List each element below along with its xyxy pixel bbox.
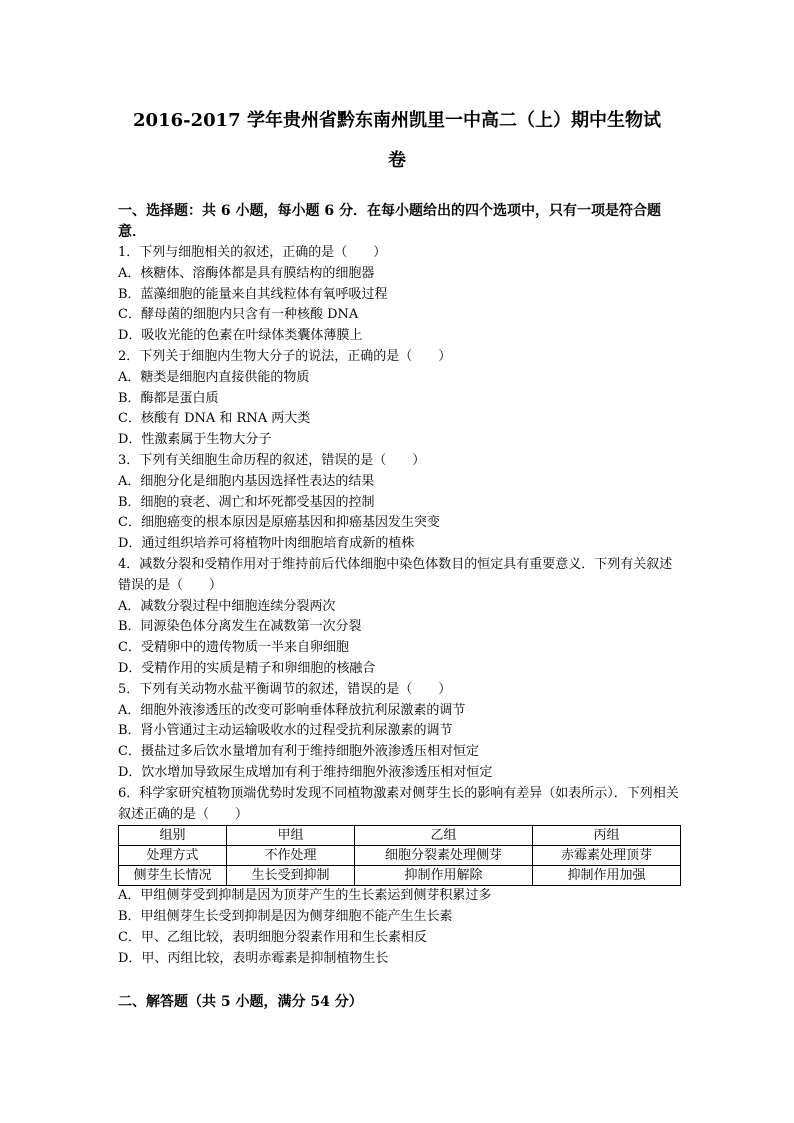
option-c: C．酵母菌的细胞内只含有一种核酸 DNA: [118, 307, 359, 323]
option-d: D．饮水增加导致尿生成增加有利于维持细胞外液渗透压相对恒定: [118, 764, 493, 780]
question-stem: 6．科学家研究植物顶端优势时发现不同植物激素对侧芽生长的影响有差异（如表所示）．下列相关叙述正确的是（ ）: [118, 785, 679, 822]
table-cell: 乙组: [355, 826, 533, 846]
table-cell: 细胞分裂素处理侧芽: [355, 846, 533, 866]
questions-block: [118, 243, 680, 970]
option-b: B．甲组侧芽生长受到抑制是因为侧芽细胞不能产生生长素: [118, 909, 453, 925]
hormone-table: [118, 825, 681, 886]
question-stem: 1．下列与细胞相关的叙述，正确的是（ ）: [118, 245, 387, 260]
question-stem: 2．下列关于细胞内生物大分子的说法，正确的是（ ）: [118, 348, 452, 364]
option-b: B．细胞的衰老、凋亡和坏死都受基因的控制: [118, 494, 375, 510]
title-line-1: 2016-2017 学年贵州省黔东南州凯里一中高二（上）期中生物试: [133, 110, 661, 131]
option-c: C．摄盐过多后饮水量增加有利于维持细胞外液渗透压相对恒定: [118, 744, 479, 760]
table-cell: 丙组: [533, 826, 681, 846]
option-a: A．减数分裂过程中细胞连续分裂两次: [118, 598, 336, 614]
option-b: B．酶都是蛋白质: [118, 390, 219, 406]
document-title: [80, 101, 714, 181]
table-row: [119, 866, 681, 886]
option-a: A．细胞外液渗透压的改变可影响垂体释放抗利尿激素的调节: [118, 702, 466, 718]
table-row: [119, 846, 681, 866]
table-cell: 甲组: [227, 826, 355, 846]
title-line-2: 卷: [388, 150, 406, 171]
option-a: A．核糖体、溶酶体都是具有膜结构的细胞器: [118, 265, 375, 281]
option-b: B．同源染色体分离发生在减数第一次分裂: [118, 619, 362, 635]
option-c: C．细胞癌变的根本原因是原癌基因和抑癌基因发生突变: [118, 515, 440, 531]
question-stem: 5．下列有关动物水盐平衡调节的叙述，错误的是（ ）: [118, 681, 452, 697]
option-c: C．核酸有 DNA 和 RNA 两大类: [118, 411, 311, 427]
question-stem: 3．下列有关细胞生命历程的叙述，错误的是（ ）: [118, 452, 426, 468]
option-d: D．吸收光能的色素在叶绿体类囊体薄膜上: [118, 328, 363, 344]
option-d: D．甲、丙组比较，表明赤霉素是抑制植物生长: [118, 950, 389, 966]
table-cell: 处理方式: [119, 846, 227, 866]
table-cell: 生长受到抑制: [227, 866, 355, 886]
option-a: A．糖类是细胞内直接供能的物质: [118, 369, 310, 385]
table-cell: 侧芽生长情况: [119, 866, 227, 886]
section-1-heading: 一、选择题：共 6 小题，每小题 6 分．在每小题给出的四个选项中，只有一项是符合题意．: [118, 203, 661, 240]
option-d: D．受精作用的实质是精子和卵细胞的核融合: [118, 660, 376, 676]
table-cell: 组别: [119, 826, 227, 846]
table-row: [119, 826, 681, 846]
section-2-heading: 二、解答题（共 5 小题，满分 54 分）: [118, 994, 363, 1010]
option-d: D．性激素属于生物大分子: [118, 432, 272, 448]
option-b: B．肾小管通过主动运输吸收水的过程受抗利尿激素的调节: [118, 723, 453, 739]
table-cell: 不作处理: [227, 846, 355, 866]
table-cell: 赤霉素处理顶芽: [533, 846, 681, 866]
table-cell: 抑制作用解除: [355, 866, 533, 886]
option-c: C．甲、乙组比较，表明细胞分裂素作用和生长素相反: [118, 929, 427, 945]
table-cell: 抑制作用加强: [533, 866, 681, 886]
question-stem: 4．减数分裂和受精作用对于维持前后代体细胞中染色体数目的恒定具有重要意义．下列有关叙述错误的是（ ）: [118, 556, 673, 593]
option-d: D．通过组织培养可将植物叶肉细胞培育成新的植株: [118, 536, 415, 552]
option-a: A．细胞分化是细胞内基因选择性表达的结果: [118, 473, 375, 489]
option-a: A．甲组侧芽受到抑制是因为顶芽产生的生长素运到侧芽积累过多: [118, 888, 492, 904]
option-b: B．蓝藻细胞的能量来自其线粒体有氧呼吸过程: [118, 286, 388, 302]
option-c: C．受精卵中的遗传物质一半来自卵细胞: [118, 640, 349, 656]
